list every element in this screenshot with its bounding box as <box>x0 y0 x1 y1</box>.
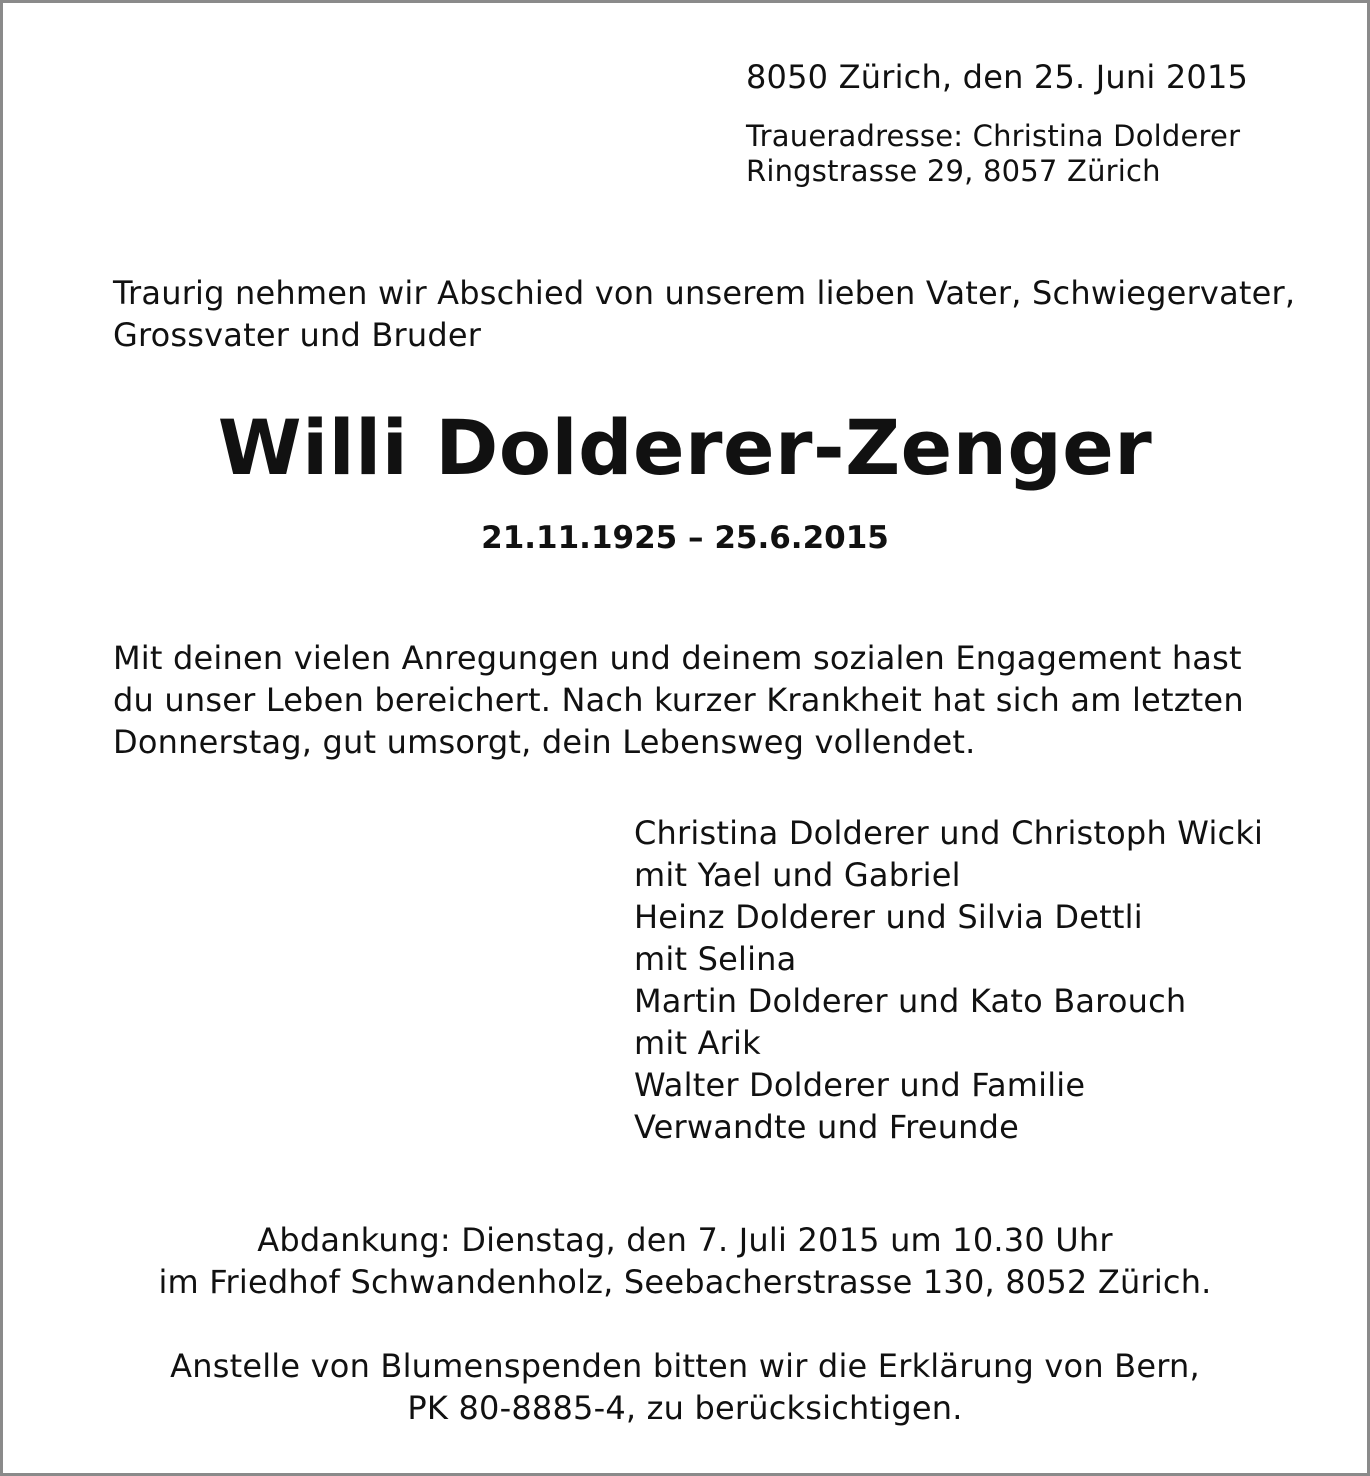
place-date: 8050 Zürich, den 25. Juni 2015 <box>746 58 1249 96</box>
life-dates: 21.11.1925 – 25.6.2015 <box>481 520 889 556</box>
address-line-name: Traueradresse: Christina Dolderer <box>746 119 1241 153</box>
tribute-line: Donnerstag, gut umsorgt, dein Lebensweg vollendet. <box>113 723 976 761</box>
mourner-line: mit Arik <box>634 1024 761 1062</box>
intro-line: Traurig nehmen wir Abschied von unserem lieben Vater, Schwiegervater, <box>113 274 1296 312</box>
mourner-line: Martin Dolderer und Kato Barouch <box>634 982 1187 1020</box>
mourner-line: Walter Dolderer und Familie <box>634 1066 1086 1104</box>
intro-text <box>113 272 1295 356</box>
service-info <box>3 1219 1367 1303</box>
deceased-name: Willi Dolderer-Zenger <box>217 403 1153 492</box>
service-line: im Friedhof Schwandenholz, Seebacherstrasse 130, 8052 Zürich. <box>158 1263 1212 1301</box>
mourner-line: Christina Dolderer und Christoph Wicki <box>634 814 1264 852</box>
donation-line: Anstelle von Blumenspenden bitten wir die Erklärung von Bern, <box>170 1347 1200 1385</box>
address-line-street: Ringstrasse 29, 8057 Zürich <box>746 154 1161 188</box>
donation-line: PK 80-8885-4, zu berücksichtigen. <box>407 1389 963 1427</box>
service-line: Abdankung: Dienstag, den 7. Juli 2015 um 10.30 Uhr <box>257 1221 1113 1259</box>
tribute-text <box>113 637 1244 763</box>
mourner-line: mit Yael und Gabriel <box>634 856 961 894</box>
tribute-line: Mit deinen vielen Anregungen und deinem sozialen Engagement hast <box>113 639 1242 677</box>
mourner-line: Heinz Dolderer und Silvia Dettli <box>634 898 1143 936</box>
donation-note <box>3 1345 1367 1429</box>
mourner-line: mit Selina <box>634 940 797 978</box>
mourners-list <box>634 812 1263 1148</box>
intro-line: Grossvater und Bruder <box>113 316 482 354</box>
mourning-address <box>746 119 1240 189</box>
mourner-line: Verwandte und Freunde <box>634 1108 1020 1146</box>
tribute-line: du unser Leben bereichert. Nach kurzer Krankheit hat sich am letzten <box>113 681 1244 719</box>
